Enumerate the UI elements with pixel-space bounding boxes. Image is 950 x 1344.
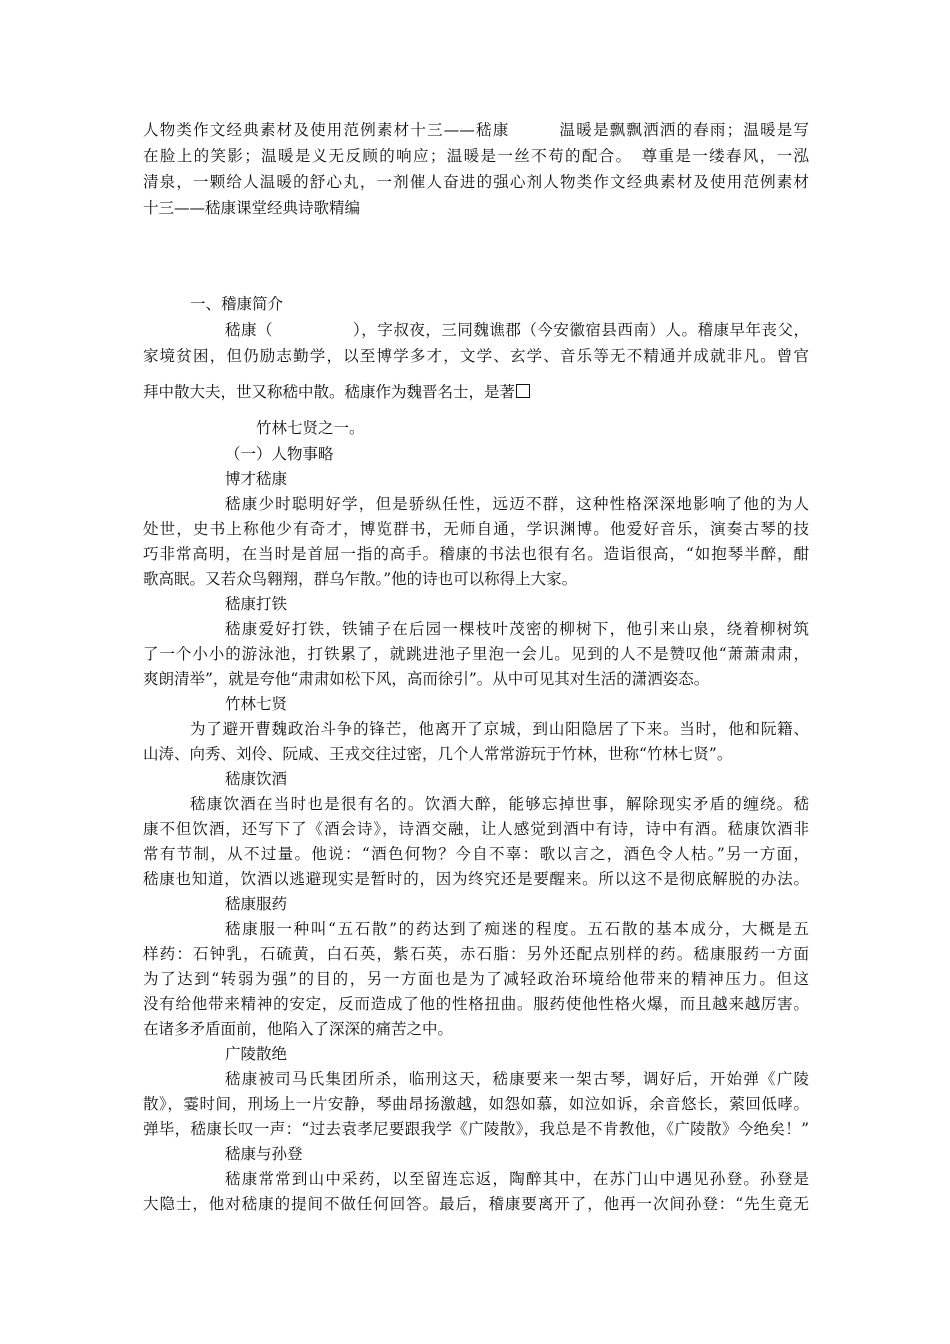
intro-line: 人物类作文经典素材及使用范例素材十三——嵇康 温暖是飘飘洒洒的春雨；温暖是写 bbox=[143, 121, 809, 139]
item-line: 爽朗清举”，就是夸他“肃肃如松下风，高而徐引”。从中可见其对生活的潇洒姿态。 bbox=[143, 670, 710, 688]
intro-line: 清泉，一颗给人温暖的舒心丸，一剂催人奋进的强心剂人物类作文经典素材及使用范例素材 bbox=[143, 173, 809, 191]
item-line: 康不但饮酒，还写下了《酒会诗》，诗酒交融，让人感觉到酒中有诗，诗中有酒。嵇康饮酒非 bbox=[143, 820, 809, 838]
item-line: 散》，霎时间，刑场上一片安静，琴曲昂扬激越，如怨如慕，如泣如诉，余音悠长，萦回低哮。 bbox=[143, 1095, 809, 1113]
item-line: 为了达到“转弱为强”的目的，另一方面也是为了减轻政治环境给他带来的精神压力。但这 bbox=[143, 970, 809, 988]
bio-line: 家境贫困，但仍励志勤学，以至博学多才，文学、玄学、音乐等无不精通并成就非凡。曾官 bbox=[143, 347, 809, 365]
item-line: 了一个小小的游泳池，打铁累了，就跳进池子里泡一会儿。见到的人不是赞叹他“萧萧肃肃， bbox=[143, 645, 809, 663]
item-line: 样药：石钟乳，石硫黄，白石英，紫石英，赤石脂：另外还配点别样的药。嵇康服药一方面 bbox=[143, 945, 809, 963]
item-title: 嵇康服药 bbox=[225, 895, 288, 913]
item-line: 嵇康爱好打铁，铁铺子在后园一棵枝叶茂密的柳树下，他引来山泉，绕着柳树筑 bbox=[225, 620, 809, 638]
item-line: 常有节制，从不过量。他说：“酒色何物？今自不辜：歌以言之，酒色令人枯。”另一方面， bbox=[143, 845, 809, 863]
bio-line-text: 拜中散大夫，世又称嵇中散。嵇康作为魏晋名士，是著 bbox=[143, 383, 516, 401]
item-line: 嵇康服一种叫“五石散”的药达到了痴迷的程度。五石散的基本成分，大概是五 bbox=[225, 920, 809, 938]
bio-line bbox=[143, 382, 530, 402]
item-title: 广陵散绝 bbox=[225, 1045, 288, 1063]
item-line: 歌高眠。又若众鸟翱翔，群乌乍散。”他的诗也可以称得上大家。 bbox=[143, 570, 578, 588]
intro-line: 十三——嵇康课堂经典诗歌精编 bbox=[143, 199, 361, 217]
subsection-heading: （一）人物事略 bbox=[225, 445, 334, 463]
item-line: 嵇康也知道，饮酒以逃避现实是暂时的，因为终究还是要醒来。所以这不是彻底解脱的办法。 bbox=[143, 870, 809, 888]
item-line: 巧非常高明，在当时是首屈一指的高手。稽康的书法也很有名。造诣很高，“如抱琴半醉，酣 bbox=[143, 545, 809, 563]
item-line: 嵇康常常到山中采药，以至留连忘返，陶醉其中，在苏门山中遇见孙登。孙登是 bbox=[225, 1170, 809, 1188]
item-title: 嵇康饮酒 bbox=[225, 770, 288, 788]
item-line: 没有给他带来精神的安定，反而造成了他的性格扭曲。服药使他性格火爆，而且越来越厉害。 bbox=[143, 995, 809, 1013]
missing-glyph-box bbox=[516, 384, 530, 398]
item-title: 嵇康打铁 bbox=[225, 595, 288, 613]
item-line: 嵇康少时聪明好学，但是骄纵任性，远迈不群，这种性格深深地影响了他的为人 bbox=[225, 495, 809, 513]
item-line: 弹毕，嵇康长叹一声：“过去袁孝尼要跟我学《广陵散》，我总是不肯教他，《广陵散》今绝矣！” bbox=[143, 1120, 809, 1138]
item-line: 在诸多矛盾面前，他陷入了深深的痛苦之中。 bbox=[143, 1020, 454, 1038]
item-line: 大隐士，他对嵇康的提间不做任何回答。最后，稽康要离开了，他再一次间孙登：“先生竟无 bbox=[143, 1195, 809, 1213]
item-line: 为了避开曹魏政治斗争的锋芒，他离开了京城，到山阳隐居了下来。当时，他和阮籍、 bbox=[190, 720, 809, 738]
item-title: 竹林七贤 bbox=[225, 695, 288, 713]
intro-line: 在脸上的笑影；温暖是义无反顾的响应；温暖是一丝不苟的配合。 尊重是一缕春风，一泓 bbox=[143, 147, 809, 165]
bio-line: 嵇康（ ），字叔夜，三同魏谯郡（今安徽宿县西南）人。稽康早年丧父， bbox=[225, 321, 809, 339]
item-line: 嵇康被司马氏集团所杀，临刑这天，嵇康要来一架古琴，调好后，开始弹《广陵 bbox=[225, 1070, 809, 1088]
item-line: 山涛、向秀、刘伶、阮咸、王戎交往过密，几个人常常游玩于竹林，世称“竹林七贤”。 bbox=[143, 745, 733, 763]
item-line: 处世，史书上称他少有奇才，博览群书，无师自通，学识渊博。他爱好音乐，演奏古琴的技 bbox=[143, 520, 809, 538]
bio-end: 竹林七贤之一。 bbox=[256, 419, 365, 437]
section-heading: 一、稽康简介 bbox=[190, 295, 284, 313]
item-title: 嵇康与孙登 bbox=[225, 1145, 303, 1163]
item-line: 嵇康饮酒在当时也是很有名的。饮酒大醉，能够忘掉世事，解除现实矛盾的缠绕。嵇 bbox=[190, 795, 809, 813]
item-title: 博才嵇康 bbox=[225, 470, 288, 488]
